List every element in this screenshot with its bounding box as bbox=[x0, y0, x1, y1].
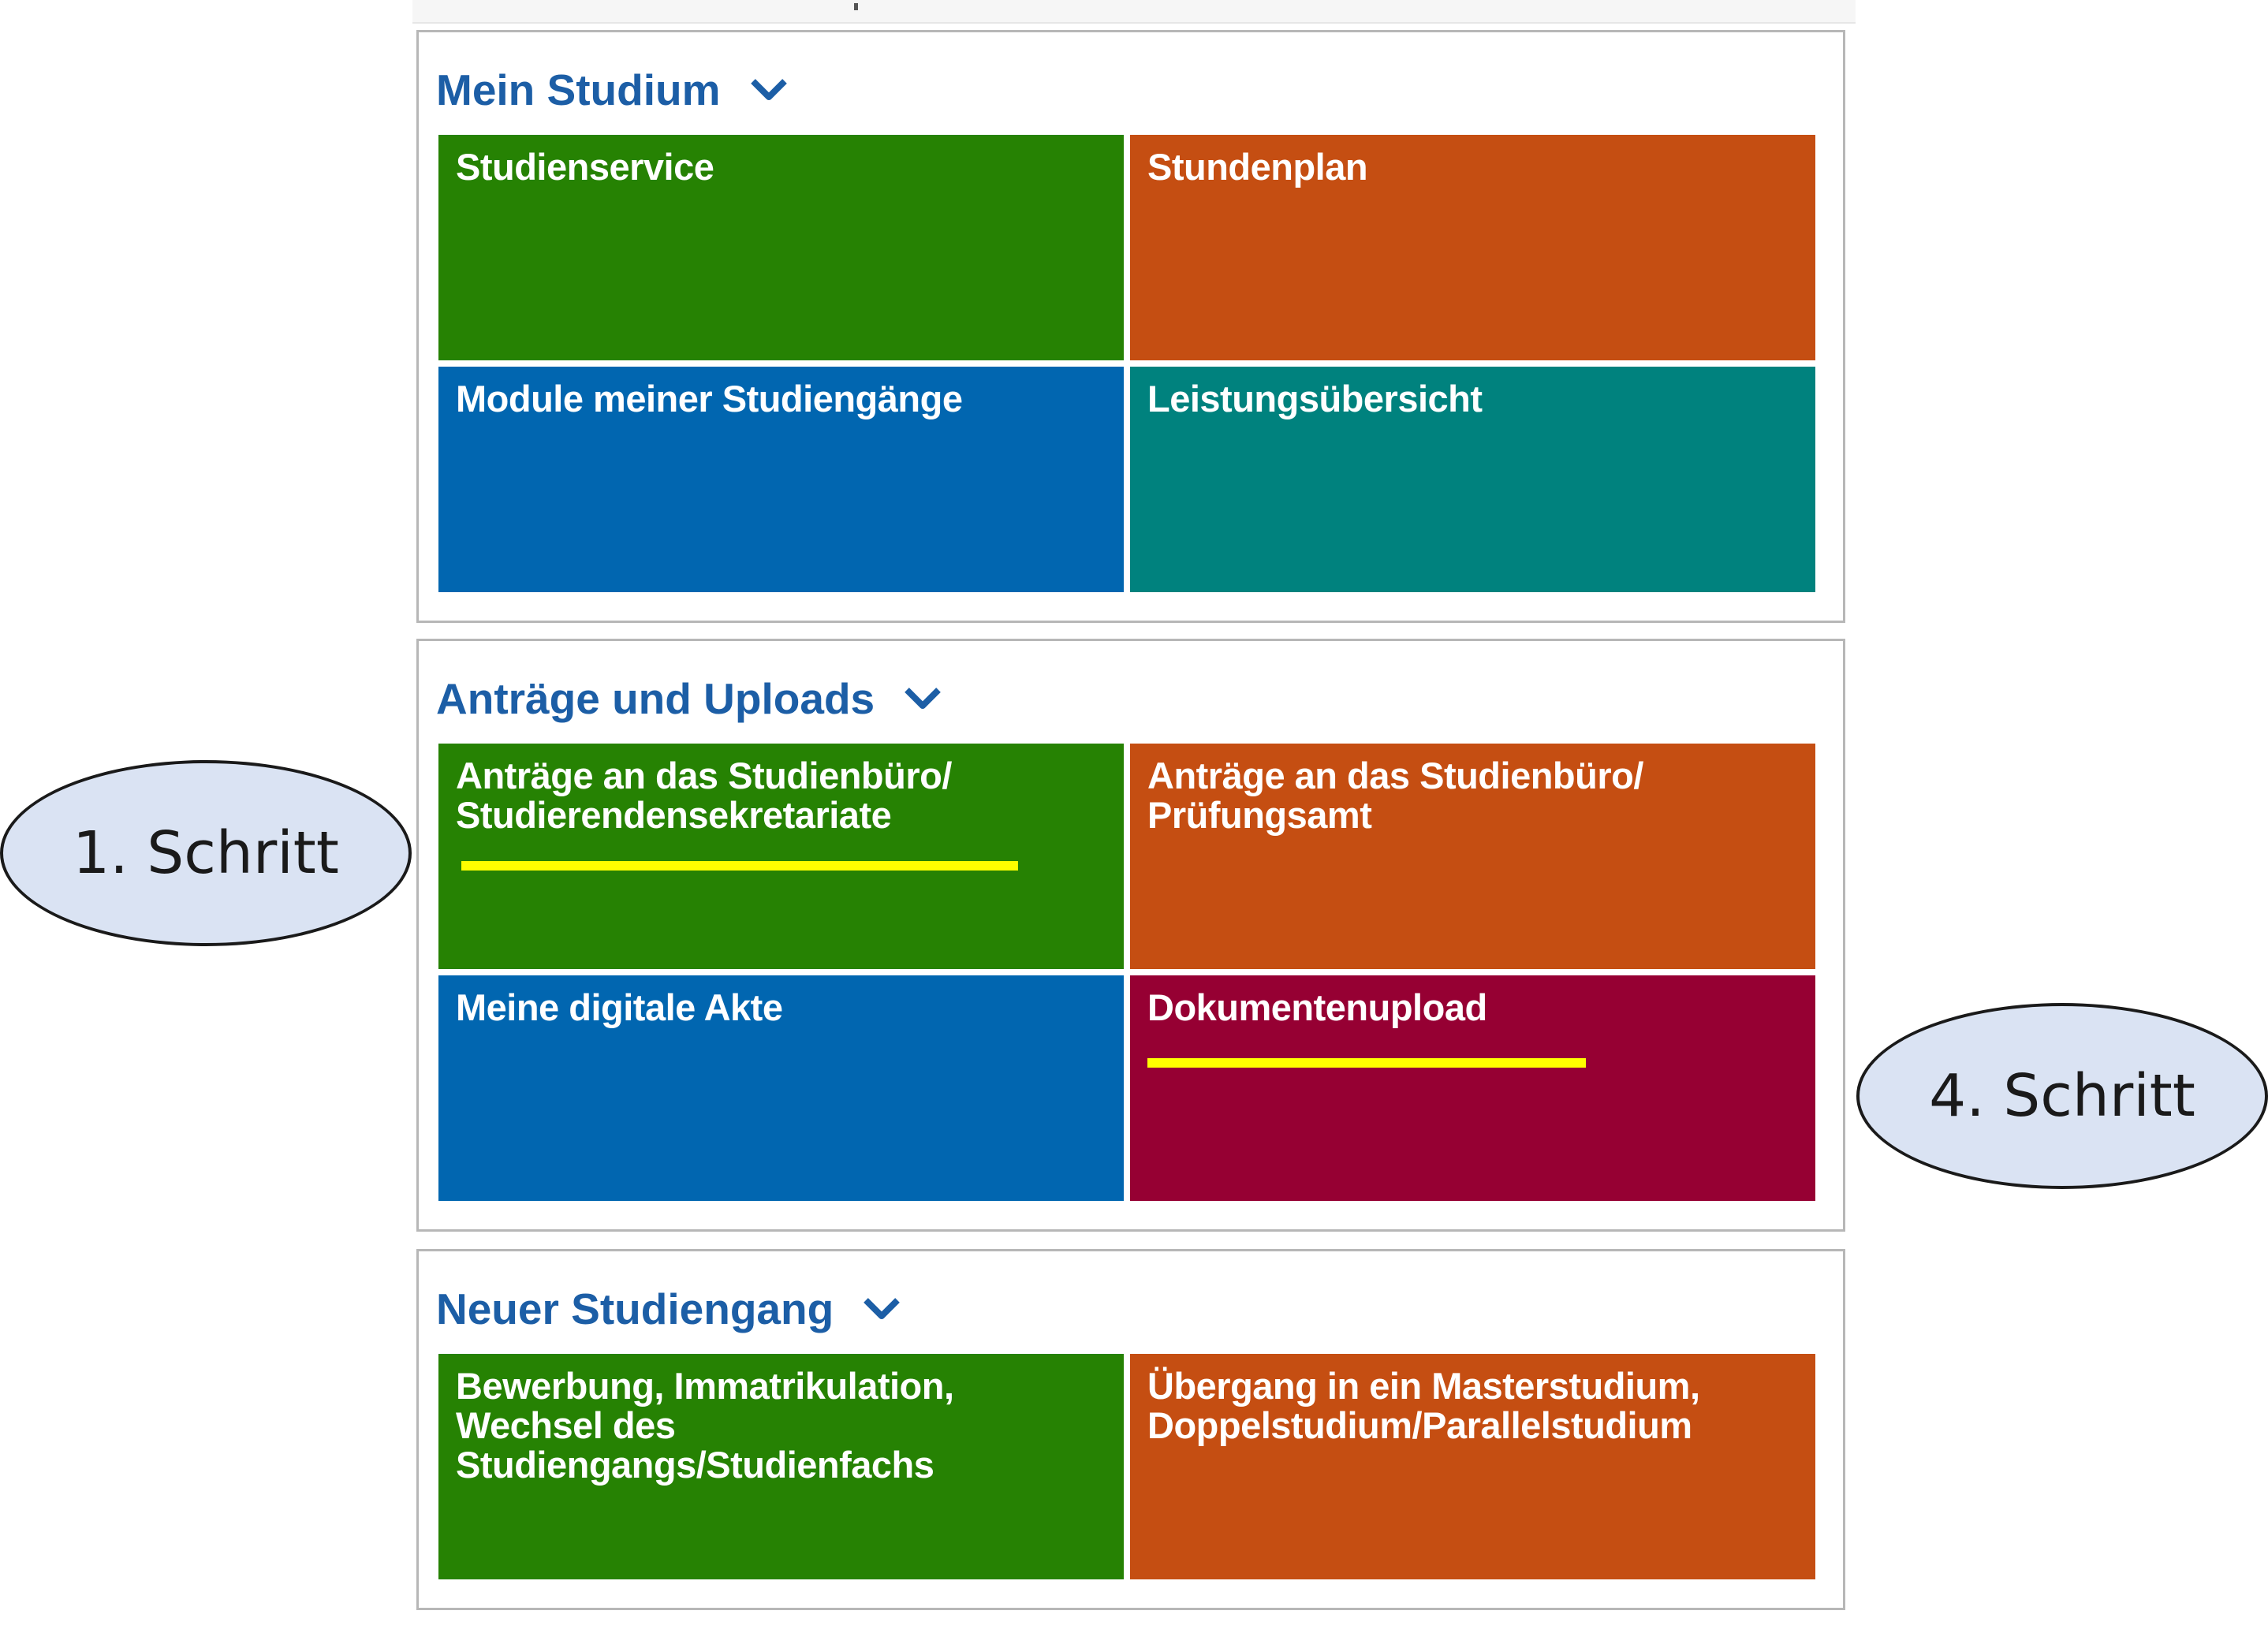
tile-bewerbung-immatrikulation[interactable] bbox=[438, 1354, 1124, 1579]
tile-grid bbox=[438, 1354, 1816, 1583]
tile-leistungsuebersicht[interactable] bbox=[1130, 367, 1815, 592]
panel-title: Mein Studium bbox=[436, 65, 721, 114]
step-1-label: 1. Schritt bbox=[73, 819, 339, 887]
tile-uebergang-masterstudium[interactable] bbox=[1130, 1354, 1815, 1579]
tile-label: Übergang in ein Masterstudium, Doppelstudium/Parallelstudium bbox=[1147, 1365, 1700, 1446]
step-1-bubble bbox=[0, 760, 412, 946]
chevron-down-icon[interactable] bbox=[905, 685, 941, 712]
chevron-down-icon[interactable] bbox=[864, 1296, 900, 1322]
panel-antraege-und-uploads bbox=[416, 639, 1845, 1232]
tile-label: Meine digitale Akte bbox=[456, 986, 783, 1028]
tile-dokumentenupload[interactable] bbox=[1130, 975, 1815, 1201]
step-4-bubble bbox=[1856, 1003, 2268, 1189]
tile-studienservice[interactable] bbox=[438, 135, 1124, 360]
tile-label: Module meiner Studiengänge bbox=[456, 378, 963, 419]
tile-label: Leistungsübersicht bbox=[1147, 378, 1483, 419]
step-4-label: 4. Schritt bbox=[1929, 1062, 2195, 1130]
tile-label: Anträge an das Studienbüro/ Studierendensekretariate bbox=[456, 755, 952, 836]
tile-antraege-studierendensekretariate[interactable] bbox=[438, 744, 1124, 969]
tile-meine-digitale-akte[interactable] bbox=[438, 975, 1124, 1201]
panel-header-antraege-und-uploads[interactable] bbox=[436, 671, 941, 726]
cursor-mark bbox=[854, 3, 858, 10]
yellow-highlight-underline bbox=[461, 861, 1018, 871]
panel-header-neuer-studiengang[interactable] bbox=[436, 1281, 900, 1337]
tile-label: Dokumentenupload bbox=[1147, 986, 1487, 1028]
chevron-down-icon[interactable] bbox=[751, 76, 787, 103]
tile-label: Stundenplan bbox=[1147, 146, 1368, 188]
tile-label: Studienservice bbox=[456, 146, 714, 188]
tile-grid bbox=[438, 135, 1816, 592]
top-strip bbox=[412, 0, 1856, 24]
tile-antraege-pruefungsamt[interactable] bbox=[1130, 744, 1815, 969]
tile-module-meiner-studiengaenge[interactable] bbox=[438, 367, 1124, 592]
panel-title: Neuer Studiengang bbox=[436, 1284, 834, 1333]
tile-grid bbox=[438, 744, 1816, 1201]
panel-header-mein-studium[interactable] bbox=[436, 62, 787, 117]
tile-stundenplan[interactable] bbox=[1130, 135, 1815, 360]
panel-neuer-studiengang bbox=[416, 1249, 1845, 1610]
panel-mein-studium bbox=[416, 30, 1845, 623]
panel-title: Anträge und Uploads bbox=[436, 673, 875, 723]
yellow-highlight-underline bbox=[1147, 1058, 1586, 1068]
tile-label: Bewerbung, Immatrikulation, Wechsel des Studiengangs/Studienfachs bbox=[456, 1365, 954, 1486]
tile-label: Anträge an das Studienbüro/ Prüfungsamt bbox=[1147, 755, 1643, 836]
